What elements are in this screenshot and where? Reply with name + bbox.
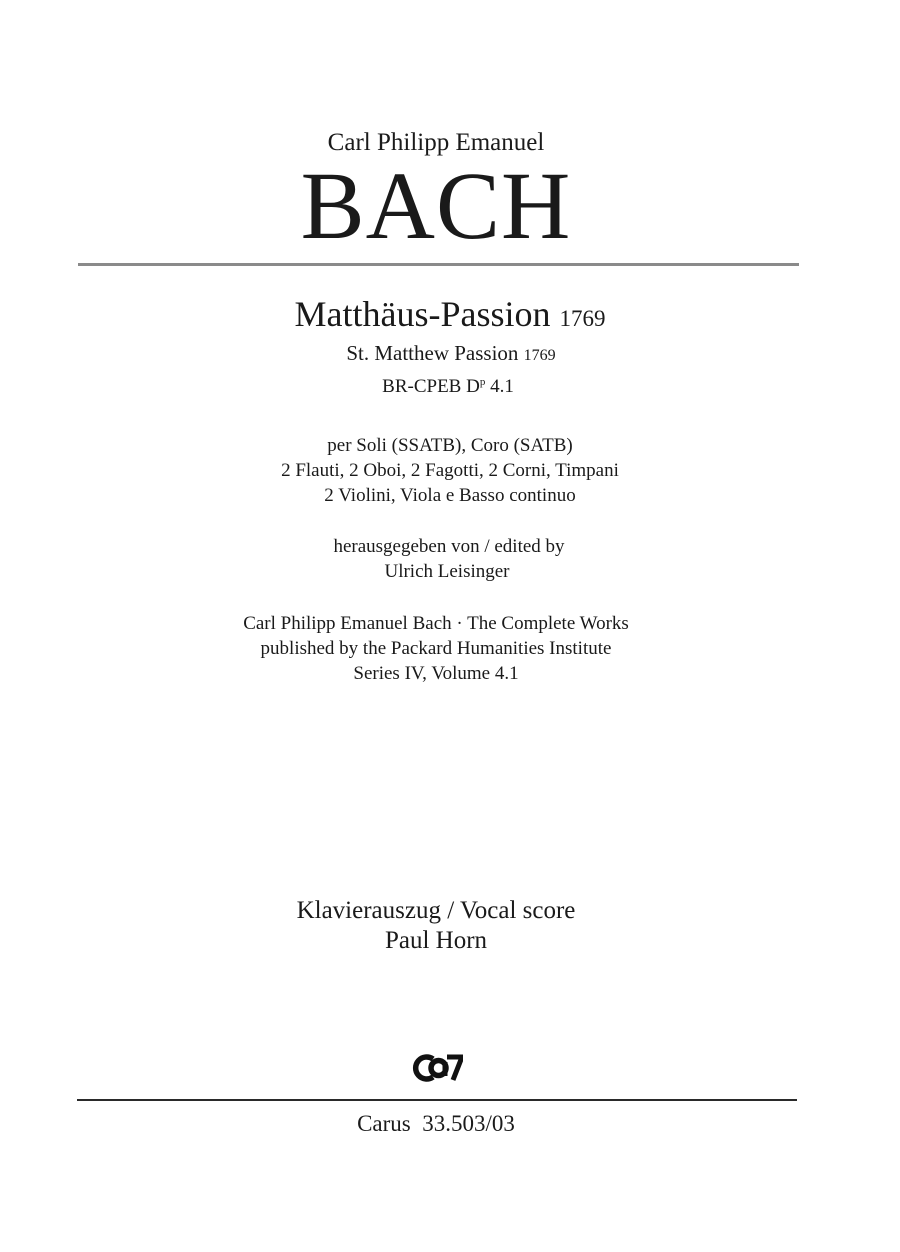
scoring-line-voices: per Soli (SSATB), Coro (SATB) — [327, 435, 573, 456]
edition-type: Klavierauszug / Vocal score — [296, 897, 576, 924]
catalog-prefix: BR-CPEB D — [382, 376, 480, 397]
scoring-line-strings: 2 Violini, Viola e Basso continuo — [324, 485, 576, 506]
work-title-english-text: St. Matthew Passion — [346, 341, 519, 365]
work-title-german-year: 1769 — [559, 306, 606, 331]
bottom-divider — [77, 1099, 797, 1101]
work-title-german-text: Matthäus-Passion — [294, 294, 551, 334]
publisher-catalog-number: Carus 33.503/03 — [357, 1111, 515, 1136]
scoring-line-winds: 2 Flauti, 2 Oboi, 2 Fagotti, 2 Corni, Timpani — [281, 460, 619, 481]
work-title-english — [1, 340, 900, 369]
work-title-english-year: 1769 — [523, 347, 556, 364]
series-line-volume: Series IV, Volume 4.1 — [353, 663, 519, 684]
catalog-suffix: 4.1 — [485, 376, 514, 397]
composer-surname: BACH — [300, 152, 572, 259]
editor-label: herausgegeben von / edited by — [333, 536, 565, 557]
top-divider — [78, 263, 799, 266]
editor-name: Ulrich Leisinger — [384, 561, 510, 582]
catalog-number — [0, 370, 898, 399]
carus-logo-icon — [411, 1054, 463, 1082]
work-title-german — [0, 294, 900, 339]
composer-given-names: Carl Philipp Emanuel — [327, 129, 545, 156]
series-line-complete-works: Carl Philipp Emanuel Bach · The Complete Works — [243, 613, 629, 634]
series-line-publisher: published by the Packard Humanities Institute — [260, 638, 612, 659]
arranger-name: Paul Horn — [384, 927, 488, 954]
catalog-superscript: p — [479, 376, 486, 388]
